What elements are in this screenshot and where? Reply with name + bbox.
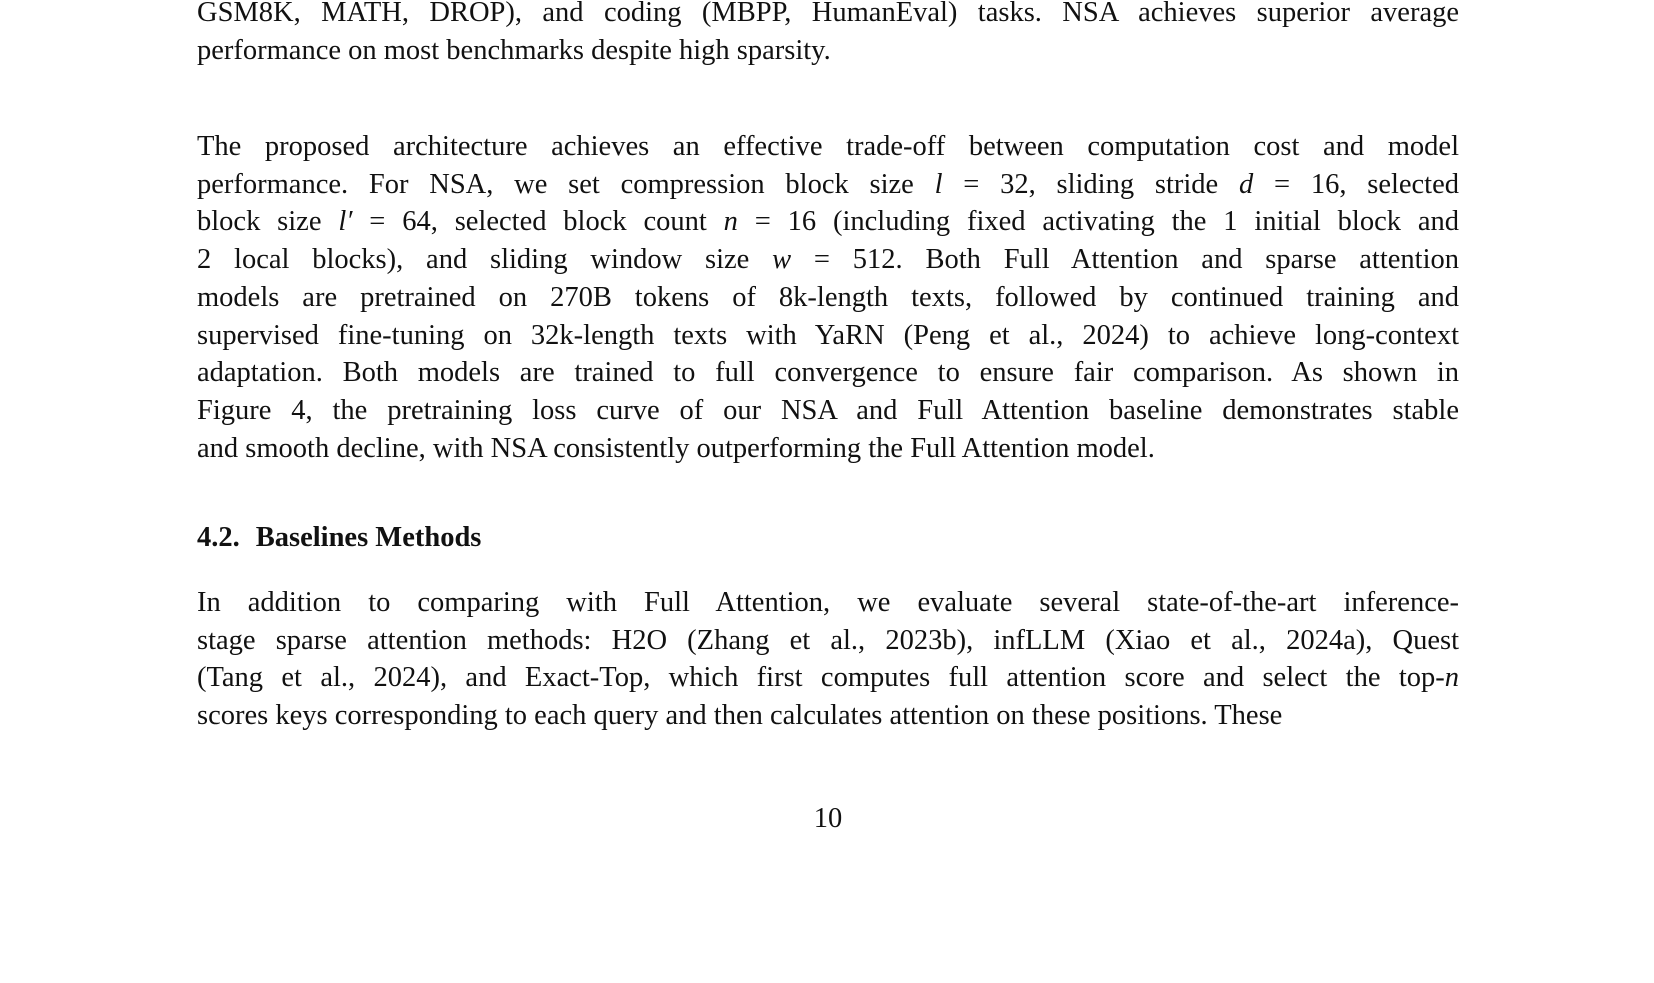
paragraph-line: block size l′ = 64, selected block count n = 16 (including fixed activating the 1 initial block and <box>197 206 1459 238</box>
paragraph-line: and smooth decline, with NSA consistently outperforming the Full Attention model. <box>197 432 1155 464</box>
experimental-setup-paragraph <box>197 128 1459 467</box>
math-symbol: w <box>772 244 792 276</box>
paragraph-line: 2 local blocks), and sliding window size w = 512. Both Full Attention and sparse attention <box>197 244 1459 276</box>
math-symbol: n <box>723 206 738 238</box>
paragraph-line: stage sparse attention methods: H2O (Zhang et al., 2023b), infLLM (Xiao et al., 2024a), Quest <box>197 624 1459 656</box>
paragraph-line: Figure 4, the pretraining loss curve of our NSA and Full Attention baseline demonstrates stable <box>197 394 1459 426</box>
paragraph-line: In addition to comparing with Full Attention, we evaluate several state-of-the-art inference- <box>197 587 1459 618</box>
paragraph-line: performance. For NSA, we set compression block size l = 32, sliding stride d = 16, selected <box>197 168 1459 200</box>
baselines-paragraph <box>197 584 1459 735</box>
math-symbol: l <box>934 168 943 200</box>
math-symbol: l′ <box>338 206 353 238</box>
paragraph-line: models are pretrained on 270B tokens of 8k-length texts, followed by continued training and <box>197 281 1459 313</box>
paragraph-line: The proposed architecture achieves an effective trade-off between computation cost and model <box>197 131 1459 162</box>
page-number: 10 <box>813 803 843 834</box>
math-symbol: n <box>1444 662 1459 694</box>
paragraph-line: supervised fine-tuning on 32k-length texts with YaRN (Peng et al., 2024) to achieve long-context <box>197 319 1459 351</box>
section-heading <box>197 522 481 554</box>
math-symbol: d <box>1238 168 1254 200</box>
paragraph-line: adaptation. Both models are trained to full convergence to ensure fair comparison. As shown in <box>197 357 1459 389</box>
section-title: Baselines Methods <box>255 522 482 553</box>
caption-line: GSM8K, MATH, DROP), and coding (MBPP, HumanEval) tasks. NSA achieves superior average <box>197 0 1459 28</box>
paragraph-line: (Tang et al., 2024), and Exact-Top, which first computes full attention score and select the top-n <box>197 662 1459 694</box>
figure-caption-continuation <box>197 0 1459 69</box>
paragraph-line: scores keys corresponding to each query and then calculates attention on these positions. These <box>197 700 1283 732</box>
section-number: 4.2. <box>197 522 240 553</box>
caption-line: performance on most benchmarks despite high sparsity. <box>197 34 831 66</box>
